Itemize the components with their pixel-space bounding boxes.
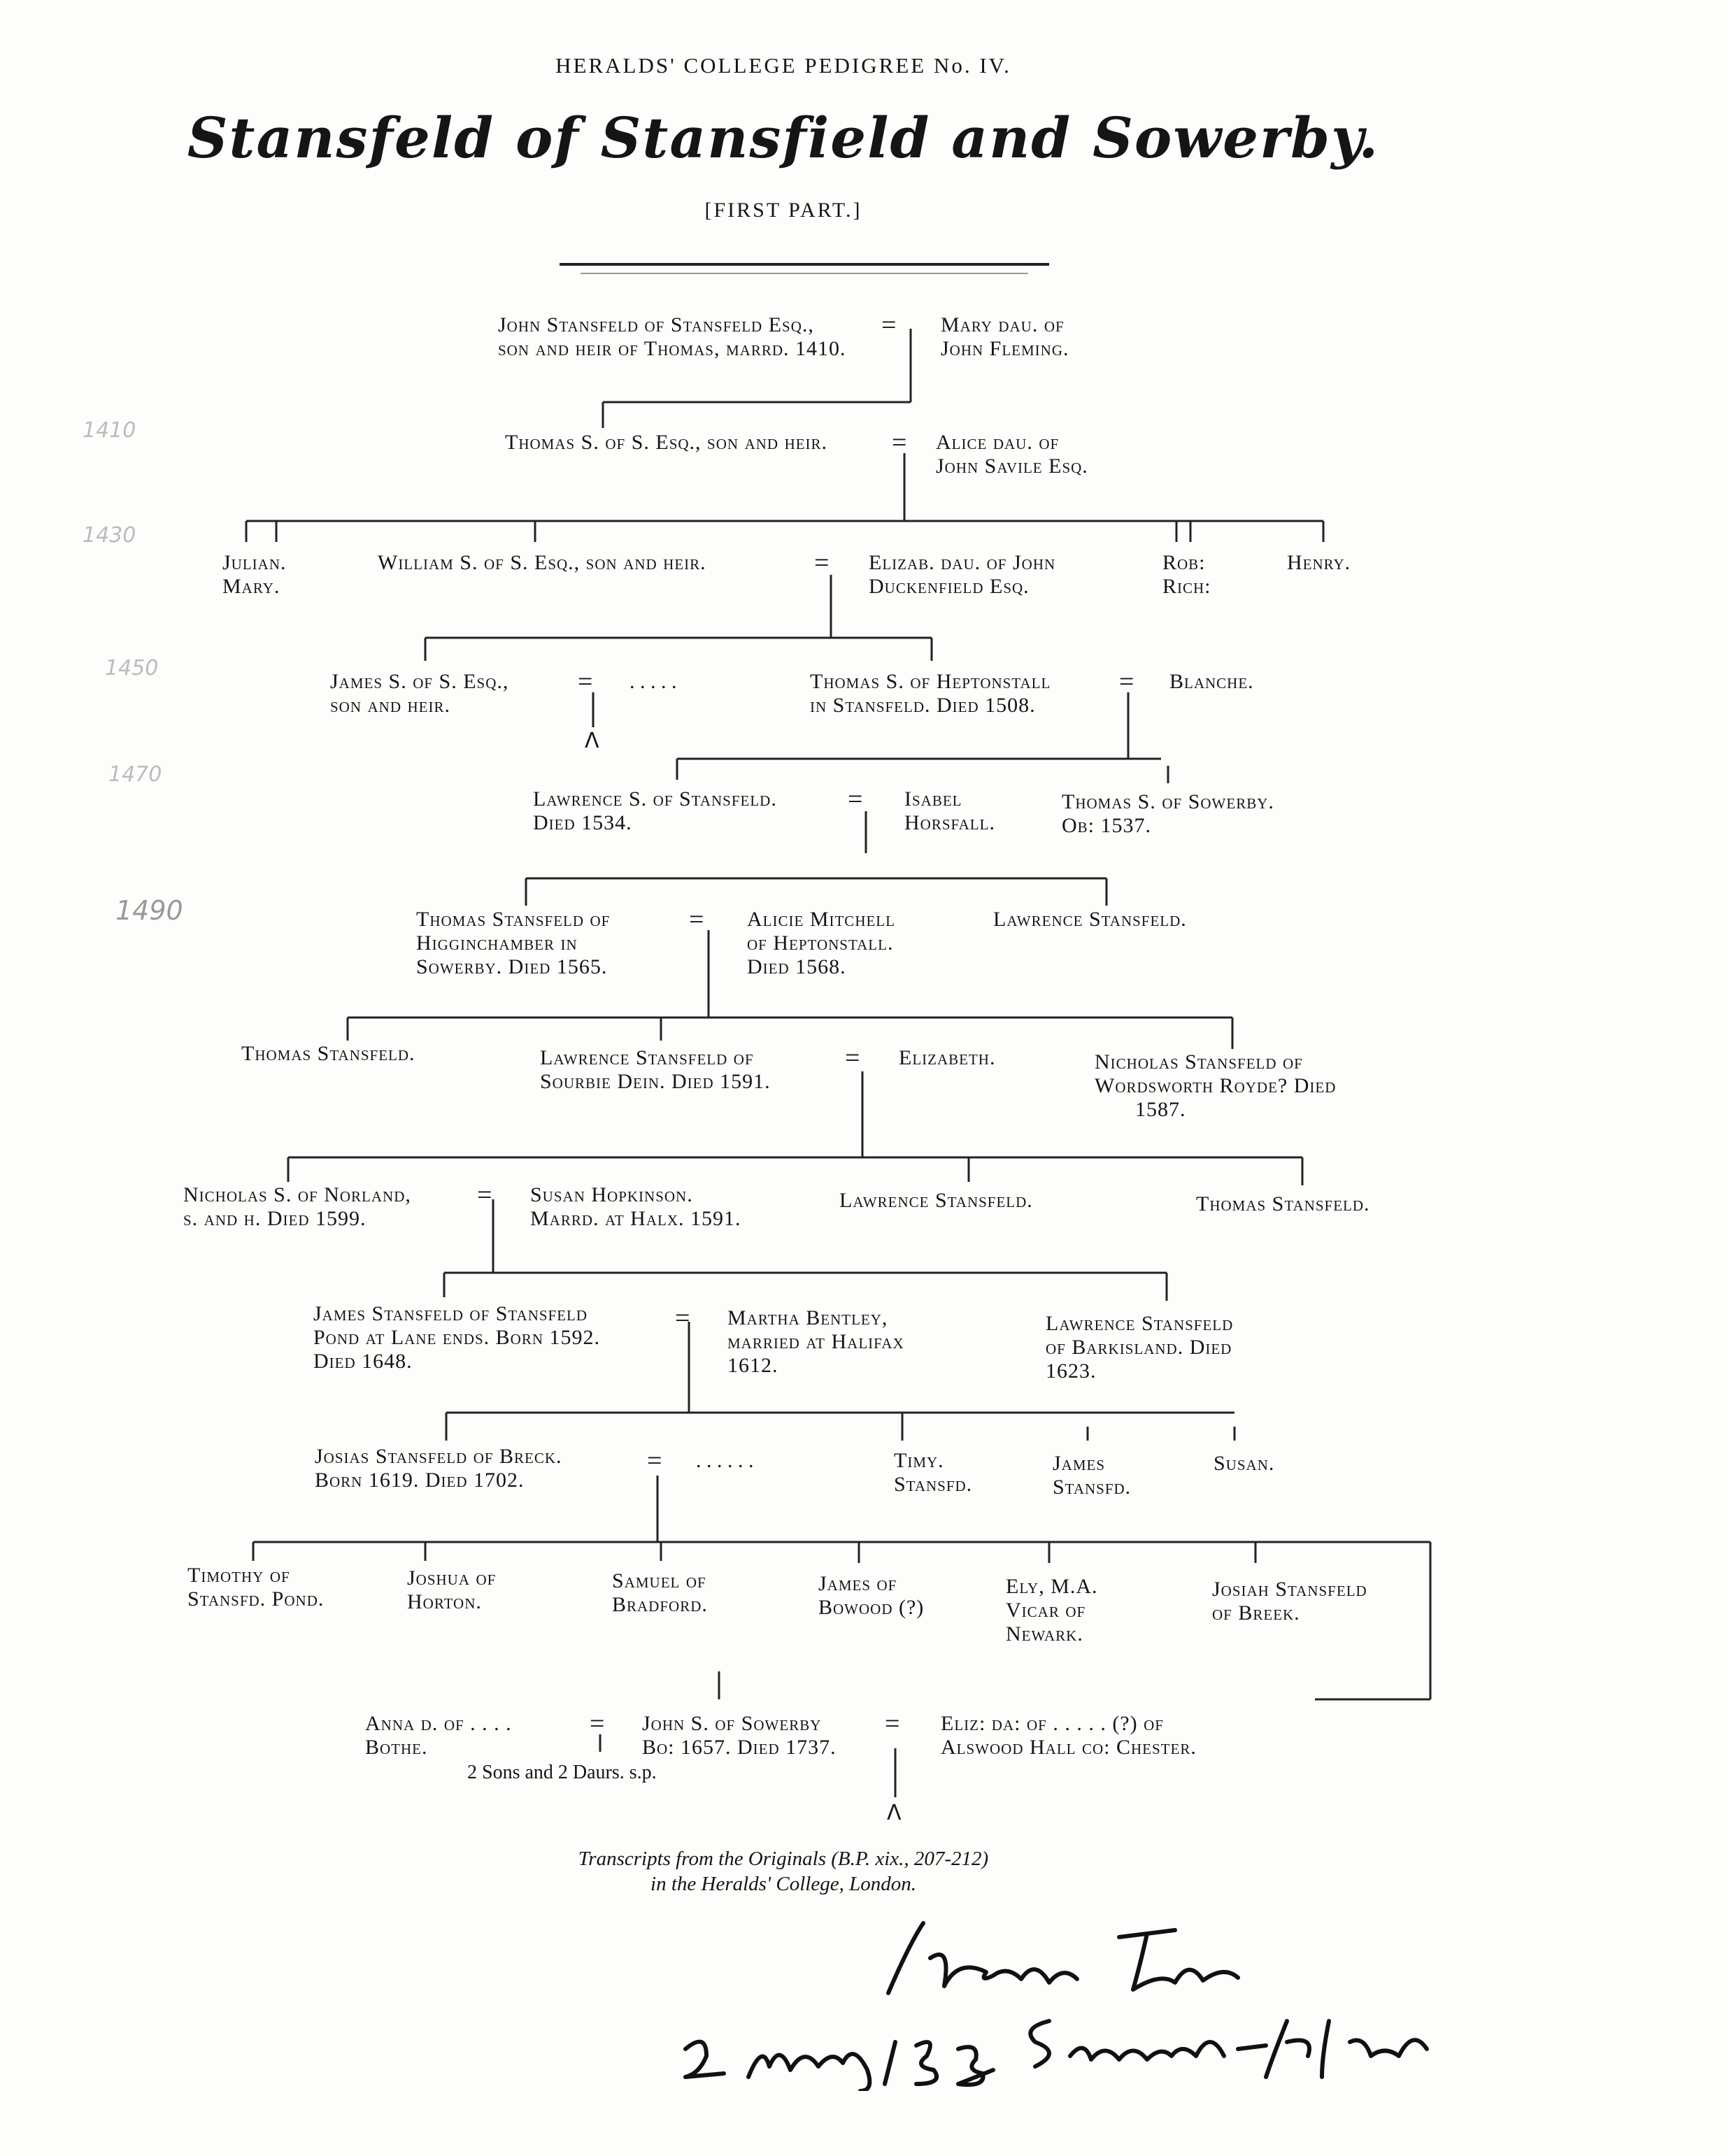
marriage-sign: = <box>848 785 863 814</box>
handwritten-signature <box>657 1916 1455 2091</box>
document-title: Stansfeld of Stansfield and Sowerby. <box>187 105 1380 171</box>
person-alice-savile: Alice dau. of John Savile Esq. <box>936 431 1088 478</box>
marriage-sign: = <box>845 1043 860 1073</box>
person-lawrence-sourbie: Lawrence Stansfeld of Sourbie Dein. Died 1591. <box>540 1046 771 1093</box>
person-susan-hopkinson: Susan Hopkinson. Marrd. at Halx. 1591. <box>530 1183 741 1230</box>
person-josias-stansfeld: Josias Stansfeld of Breck. Born 1619. Died 1702. <box>315 1445 562 1492</box>
marriage-sign: = <box>1119 667 1134 697</box>
person-thomas-higginchamber: Thomas Stansfeld of Higginchamber in Sowerby. Died 1565. <box>416 908 611 978</box>
person-james-stansfd: James Stansfd. <box>1053 1452 1132 1499</box>
person-anna: Anna d. of . . . . Bothe. <box>365 1712 512 1759</box>
person-eliz-alswood: Eliz: da: of . . . . . (?) of Alswood Hall co: Chester. <box>941 1712 1197 1759</box>
person-martha-bentley: Martha Bentley, married at Halifax 1612. <box>727 1306 904 1377</box>
person-nicholas-norland: Nicholas S. of Norland, s. and h. Died 1599. <box>183 1183 411 1230</box>
margin-date: 1450 <box>105 656 159 680</box>
person-elizabeth: Elizabeth. <box>899 1046 996 1069</box>
person-james-bowood: James of Bowood (?) <box>818 1572 925 1619</box>
person-john-stansfeld: John Stansfeld of Stansfeld Esq., son and heir of Thomas, marrd. 1410. <box>498 313 846 360</box>
marriage-sign: = <box>689 905 704 934</box>
descent-caret: Λ <box>585 729 599 753</box>
person-rob-rich: Rob: Rich: <box>1162 551 1211 598</box>
marriage-sign: = <box>892 428 907 457</box>
document-heading: HERALDS' COLLEGE PEDIGREE No. IV. <box>555 53 1011 78</box>
person-lawrence-stansfeld-2: Lawrence Stansfeld. <box>993 908 1187 931</box>
person-nicholas-wordsworth: Nicholas Stansfeld of Wordsworth Royde? Died 1587. <box>1095 1050 1337 1121</box>
person-samuel: Samuel of Bradford. <box>612 1569 708 1616</box>
person-james-s: James S. of S. Esq., son and heir. <box>330 670 509 717</box>
person-alicie-mitchell: Alicie Mitchell of Heptonstall. Died 1568. <box>747 908 895 978</box>
margin-date: 1490 <box>115 895 183 926</box>
person-thomas-heptonstall: Thomas S. of Heptonstall in Stansfeld. Died 1508. <box>810 670 1051 717</box>
margin-date: 1430 <box>83 523 136 548</box>
person-thomas-s: Thomas S. of S. Esq., son and heir. <box>505 431 828 454</box>
person-susan: Susan. <box>1214 1452 1275 1475</box>
signature-text <box>923 1944 925 1946</box>
person-henry: Henry. <box>1287 551 1351 574</box>
person-timothy: Timothy of Stansfd. Pond. <box>187 1564 325 1611</box>
marriage-sign: = <box>578 667 593 697</box>
marriage-sign: = <box>885 1709 900 1739</box>
person-ely: Ely, M.A. Vicar of Newark. <box>1006 1575 1098 1645</box>
person-elizab-duckenfield: Elizab. dau. of John Duckenfield Esq. <box>869 551 1056 598</box>
person-timy-stansfd: Timy. Stansfd. <box>894 1449 973 1496</box>
descent-caret: Λ <box>887 1801 902 1825</box>
person-lawrence-stansfeld: Lawrence S. of Stansfeld. Died 1534. <box>533 787 777 834</box>
margin-date: 1410 <box>83 418 136 443</box>
marriage-sign: = <box>647 1446 662 1476</box>
person-julian-mary: Julian. Mary. <box>222 551 287 598</box>
person-lawrence-stansfeld-4: Lawrence Stansfeld. <box>839 1189 1033 1212</box>
source-note: Transcripts from the Originals (B.P. xix., 207-212) in the Heralds' College, London. <box>578 1848 989 1895</box>
person-josias-spouse: . . . . . . <box>696 1449 754 1472</box>
marriage-sign: = <box>477 1180 492 1210</box>
person-mary-fleming: Mary dau. of John Fleming. <box>941 313 1069 360</box>
person-blanche: Blanche. <box>1169 670 1254 693</box>
margin-date: 1470 <box>108 762 162 787</box>
person-lawrence-barkisland: Lawrence Stansfeld of Barkisland. Died 1623. <box>1046 1312 1234 1383</box>
marriage-sign: = <box>881 310 897 340</box>
person-thomas-stansfeld-3: Thomas Stansfeld. <box>241 1042 415 1065</box>
marriage-sign: = <box>814 548 830 578</box>
person-josiah: Josiah Stansfeld of Breek. <box>1212 1578 1367 1625</box>
person-james-s-spouse: . . . . . <box>629 670 677 693</box>
person-john-sowerby: John S. of Sowerby Bo: 1657. Died 1737. <box>642 1712 837 1759</box>
issue-note: 2 Sons and 2 Daurs. s.p. <box>467 1762 657 1783</box>
document-subtitle: [FIRST PART.] <box>704 199 862 222</box>
person-thomas-stansfeld-4: Thomas Stansfeld. <box>1196 1192 1370 1215</box>
person-isabel-horsfall: Isabel Horsfall. <box>904 787 995 834</box>
person-james-stansfeld-pond: James Stansfeld of Stansfeld Pond at Lane ends. Born 1592. Died 1648. <box>313 1302 601 1373</box>
marriage-sign: = <box>675 1304 690 1333</box>
person-william-s: William S. of S. Esq., son and heir. <box>378 551 706 574</box>
person-thomas-sowerby: Thomas S. of Sowerby. Ob: 1537. <box>1062 790 1274 837</box>
person-joshua: Joshua of Horton. <box>407 1566 497 1613</box>
marriage-sign: = <box>590 1709 605 1739</box>
